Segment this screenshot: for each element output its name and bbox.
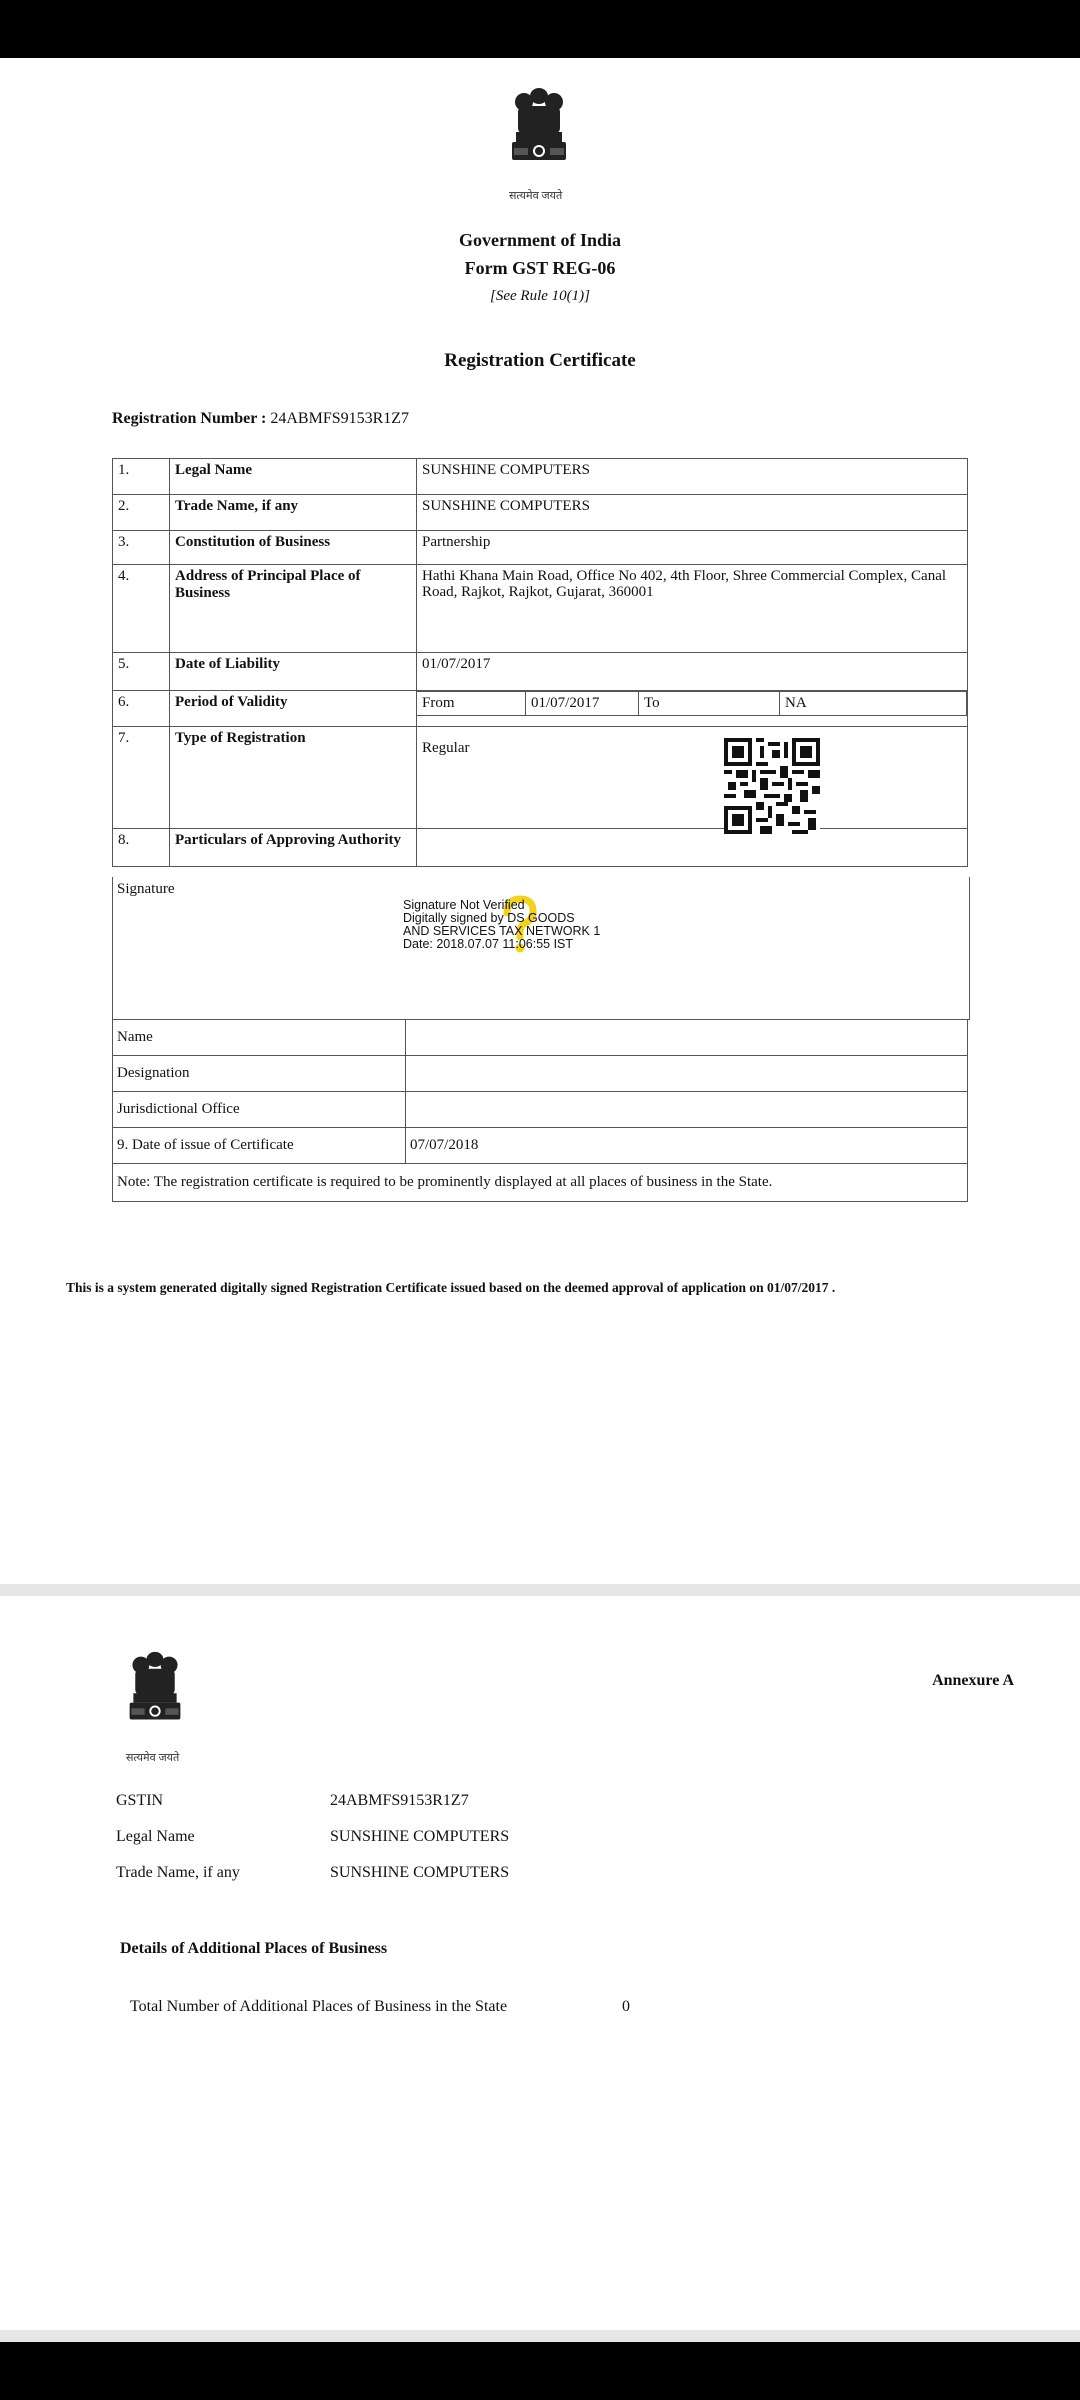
validity-to-value: NA [780,692,967,716]
page-separator [0,2330,1080,2342]
signature-signer-org: AND SERVICES TAX NETWORK 1 [403,924,601,938]
system-generated-note: This is a system generated digitally signed Registration Certificate issued based on the deemed approval of application on 01/07/2017 . [66,1280,836,1295]
certificate-title: Registration Certificate [444,350,636,371]
trade-name-value: SUNSHINE COMPUTERS [330,1864,510,1881]
table-row [113,653,968,691]
row-label: Period of Validity [170,691,417,727]
name-label: Name [113,1020,406,1056]
row-value: Partnership [417,531,968,565]
row-label: Constitution of Business [170,531,417,565]
page-separator [0,1584,1080,1596]
row-number: 2. [113,495,170,531]
row-label: Legal Name [170,459,417,495]
registration-number-label: Registration Number : [112,410,267,427]
table-row [113,459,968,495]
row-label: Address of Principal Place of Business [170,565,417,653]
row-number: 3. [113,531,170,565]
row-label: Trade Name, if any [170,495,417,531]
row-label: Particulars of Approving Authority [170,829,417,867]
table-row [113,727,968,829]
status-bar [0,0,1080,58]
form-heading: Form GST REG-06 [464,258,616,278]
row-label: Type of Registration [170,727,417,829]
registration-number-value: 24ABMFS9153R1Z7 [270,410,410,427]
gstin-label: GSTIN [116,1792,164,1809]
row-value: SUNSHINE COMPUTERS [417,459,968,495]
annexure-title: Annexure A [932,1672,1014,1689]
emblem-motto: सत्यमेव जयते [126,1752,180,1764]
legal-name-label: Legal Name [116,1828,195,1845]
additional-places-title: Details of Additional Places of Business [120,1940,388,1957]
table-row [113,531,968,565]
validity-to-label: To [639,692,780,716]
table-row [113,565,968,653]
row-value: SUNSHINE COMPUTERS [417,495,968,531]
table-row [113,1020,968,1056]
issue-date-label: 9. Date of issue of Certificate [113,1128,406,1164]
designation-value [406,1056,968,1092]
row-number: 7. [113,727,170,829]
emblem-motto: सत्यमेव जयते [509,190,563,202]
qr-code-icon [724,738,820,839]
signature-status: Signature Not Verified [403,898,525,912]
row-number: 8. [113,829,170,867]
name-value [406,1020,968,1056]
signature-block [112,877,970,1020]
jurisdictional-office-value [406,1092,968,1128]
row-number: 6. [113,691,170,727]
gstin-value: 24ABMFS9153R1Z7 [330,1792,469,1809]
approving-authority-table [112,1019,968,1202]
table-row [113,495,968,531]
signature-signer: Digitally signed by DS GOODS [403,911,575,925]
legal-name-value: SUNSHINE COMPUTERS [330,1828,510,1845]
national-emblem-icon [122,1650,188,1744]
table-row [113,1056,968,1092]
row-value: Hathi Khana Main Road, Office No 402, 4th Floor, Shree Commercial Complex, Canal Road, Rajkot, Rajkot, Gujarat, 360001 [417,565,968,653]
registration-number [112,410,409,428]
table-row [113,1128,968,1164]
row-number: 5. [113,653,170,691]
additional-places-count-label: Total Number of Additional Places of Business in the State [130,1998,508,2015]
registration-type: Regular [422,740,470,756]
certificate-table [112,458,968,867]
row-value [417,727,968,829]
table-row [113,829,968,867]
validity-table [417,691,967,716]
issue-date-value: 07/07/2018 [406,1128,968,1164]
designation-label: Designation [113,1056,406,1092]
table-row [113,691,968,727]
additional-places-count-value: 0 [622,1998,630,2015]
navigation-bar [0,2342,1080,2400]
validity-cell [417,691,968,727]
row-label: Date of Liability [170,653,417,691]
certificate-note: Note: The registration certificate is required to be prominently displayed at all places of business in the State. [113,1164,968,1202]
signature-label: Signature [117,881,175,897]
table-row [113,1092,968,1128]
rule-reference: [See Rule 10(1)] [490,288,590,304]
validity-from-value: 01/07/2017 [526,692,639,716]
table-row [113,1164,968,1202]
signature-date: Date: 2018.07.07 11:06:55 IST [403,937,574,951]
national-emblem-icon [504,86,574,186]
government-heading: Government of India [459,230,621,250]
trade-name-label: Trade Name, if any [116,1864,240,1881]
validity-from-label: From [417,692,526,716]
row-number: 4. [113,565,170,653]
jurisdictional-office-label: Jurisdictional Office [113,1092,406,1128]
row-value: 01/07/2017 [417,653,968,691]
row-value [417,829,968,867]
row-number: 1. [113,459,170,495]
digital-signature-text [403,899,600,951]
